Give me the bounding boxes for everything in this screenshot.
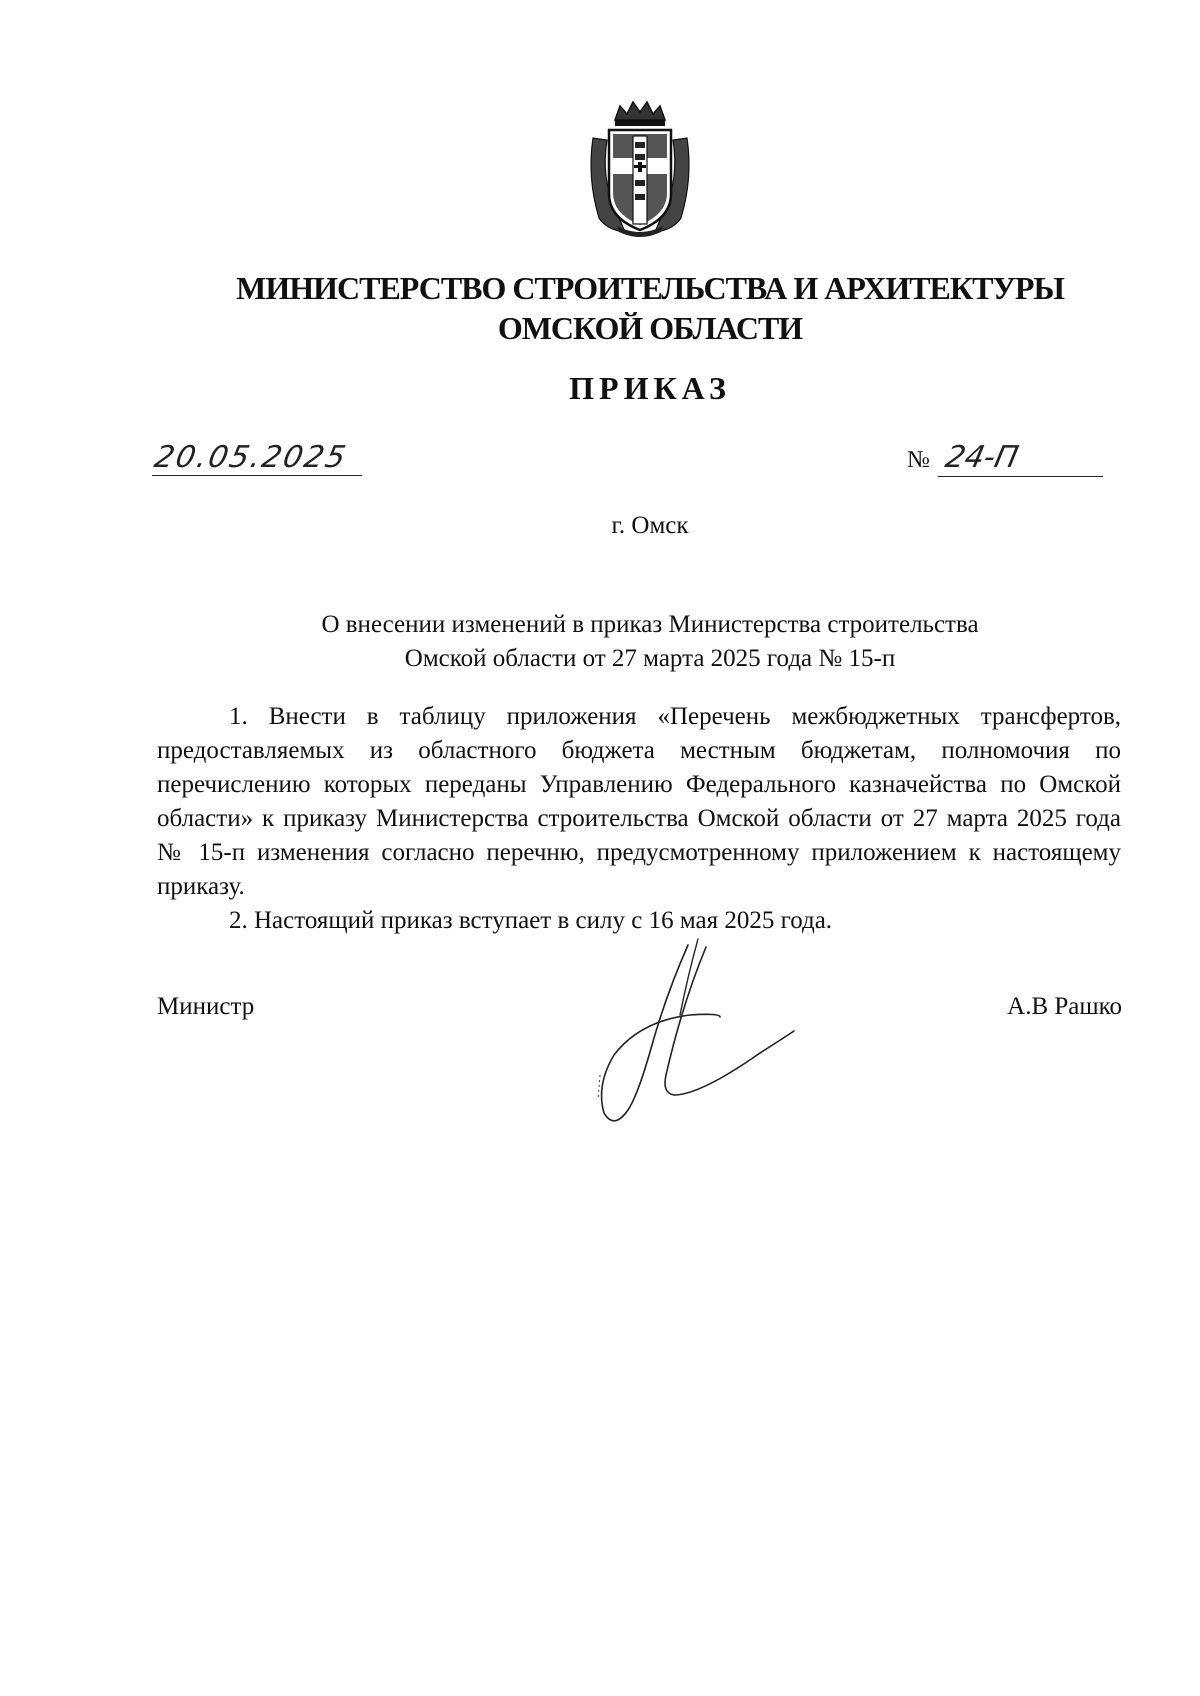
signer-role: Министр: [157, 993, 255, 1020]
signer-name: А.В Рашко: [1007, 993, 1122, 1020]
order-number-label: №: [907, 447, 930, 473]
number-underline: [938, 476, 1103, 477]
order-date: 20.05.2025: [151, 440, 351, 475]
document-type-title: ПРИКАЗ: [569, 370, 731, 406]
signature-icon: [570, 935, 850, 1135]
order-city: г. Омск: [611, 512, 689, 539]
order-subject-line2: Омской области от 27 марта 2025 года № 15-п: [404, 645, 896, 672]
date-underline: [152, 475, 362, 476]
coat-of-arms-icon: [585, 98, 695, 238]
ministry-name-line2: ОМСКОЙ ОБЛАСТИ: [497, 310, 803, 346]
order-paragraph-1: 1. Внести в таблицу приложения «Перечень межбюджетных трансфертов, предоставляемых из областного бюджета местным бюджетам, полномочия по перечислению которых переданы Управлению Федерального казначейства по Омской области» к приказу Министерства строительства Омской области от 27 марта 2025 года № 15-п изменения согласно перечню, предусмотренному приложением к настоящему приказу.: [157, 703, 1121, 900]
order-subject: [150, 608, 1150, 676]
ministry-name: [150, 268, 1150, 348]
order-paragraph-2: 2. Настоящий приказ вступает в силу с 16 мая 2025 года.: [229, 907, 833, 934]
ministry-name-line1: МИНИСТЕРСТВО СТРОИТЕЛЬСТВА И АРХИТЕКТУРЫ: [236, 270, 1064, 306]
order-number: 24-П: [942, 440, 1022, 475]
order-body: [157, 700, 1121, 938]
order-subject-line1: О внесении изменений в приказ Министерства строительства: [321, 611, 979, 638]
